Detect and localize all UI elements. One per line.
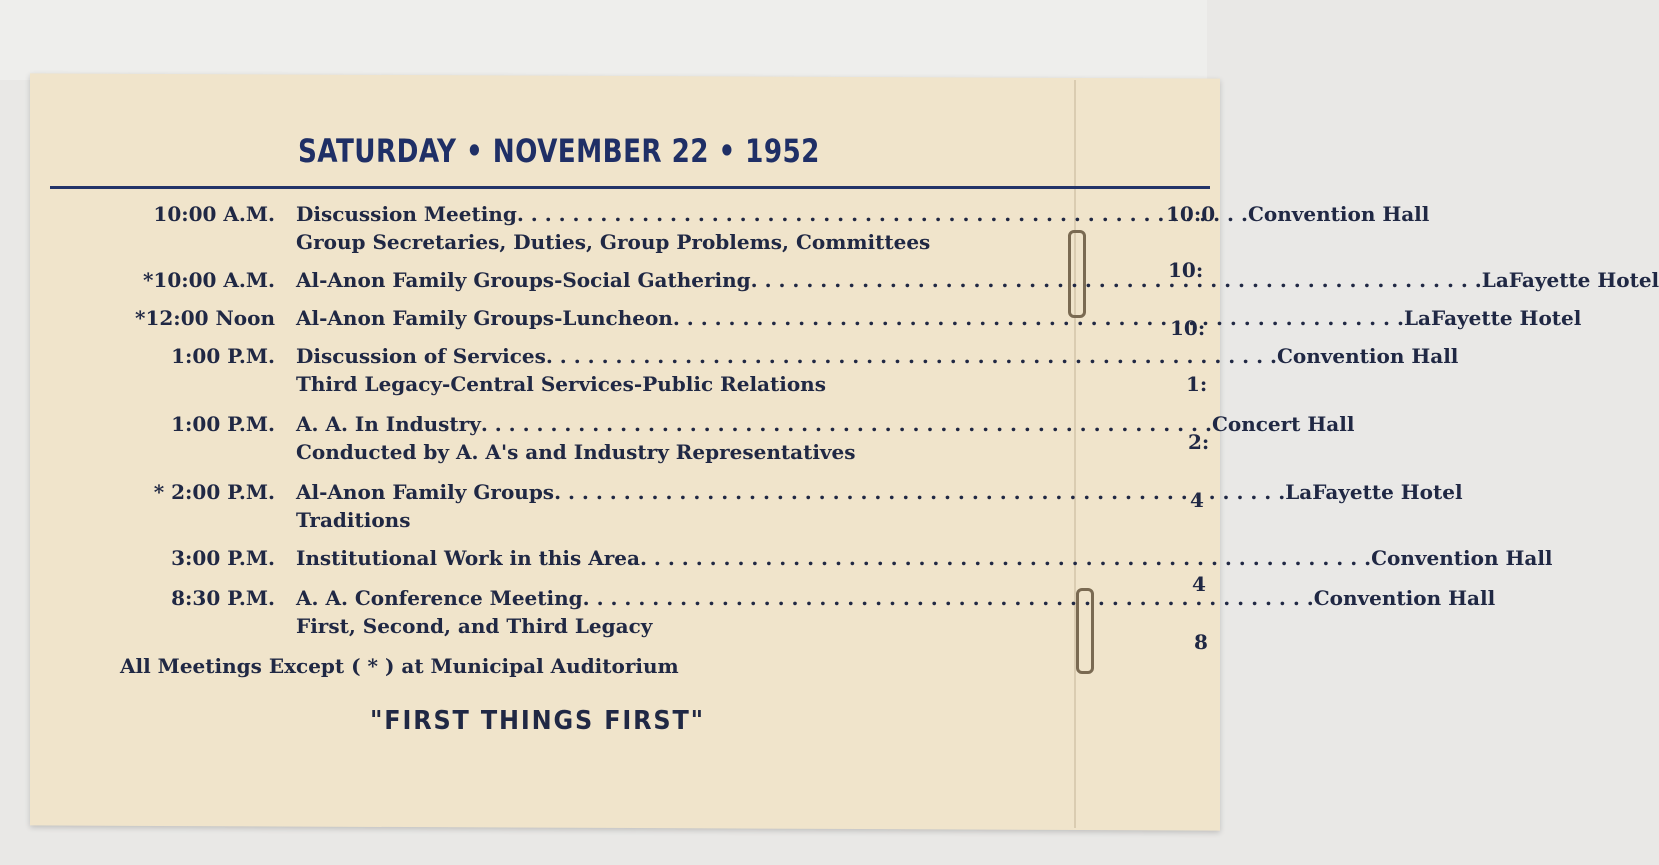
schedule-time: 10:00 A.M. bbox=[153, 202, 275, 226]
schedule-place: LaFayette Hotel bbox=[1285, 480, 1463, 504]
schedule-place: Concert Hall bbox=[1211, 412, 1355, 436]
schedule-place: LaFayette Hotel bbox=[1403, 306, 1582, 330]
dot-leader bbox=[751, 268, 1482, 292]
dot-leader bbox=[554, 480, 1285, 504]
schedule-event: Institutional Work in this Area bbox=[296, 546, 640, 570]
motto: "FIRST THINGS FIRST" bbox=[370, 706, 705, 736]
dot-leader bbox=[546, 344, 1277, 368]
schedule-time: * 2:00 P.M. bbox=[153, 480, 275, 504]
next-page-fragment: 2: bbox=[1188, 430, 1210, 454]
next-page-fragment: 10: bbox=[1170, 316, 1206, 340]
schedule-event: A. A. In Industry bbox=[296, 412, 481, 436]
schedule-event: Al-Anon Family Groups bbox=[296, 480, 555, 504]
schedule-time: 8:30 P.M. bbox=[171, 586, 275, 610]
schedule-event: Al-Anon Family Groups-Social Gathering bbox=[296, 268, 751, 292]
schedule-place: LaFayette Hotel bbox=[1481, 268, 1659, 292]
schedule-time: *12:00 Noon bbox=[135, 306, 275, 330]
schedule-event: Al-Anon Family Groups-Luncheon bbox=[296, 306, 673, 330]
schedule-event-line bbox=[296, 412, 1355, 436]
schedule-place: Convention Hall bbox=[1247, 202, 1430, 226]
schedule-event-line bbox=[296, 586, 1496, 610]
schedule-detail: Third Legacy-Central Services-Public Relations bbox=[296, 372, 826, 396]
dot-leader bbox=[673, 306, 1404, 330]
schedule-detail: First, Second, and Third Legacy bbox=[296, 614, 653, 638]
schedule-detail: Group Secretaries, Duties, Group Problems, Committees bbox=[296, 230, 931, 254]
schedule-time: 1:00 P.M. bbox=[171, 412, 275, 436]
schedule-event-line bbox=[296, 480, 1463, 504]
schedule-event: Discussion of Services bbox=[296, 344, 546, 368]
schedule-event-line bbox=[296, 344, 1459, 368]
schedule-place: Convention Hall bbox=[1276, 344, 1459, 368]
dot-leader bbox=[481, 412, 1212, 436]
schedule-time: *10:00 A.M. bbox=[142, 268, 275, 292]
next-page-fragment: 10: bbox=[1168, 258, 1204, 282]
schedule-time: 1:00 P.M. bbox=[171, 344, 275, 368]
next-page-fragment: 10:0 bbox=[1166, 202, 1216, 226]
schedule-time: 3:00 P.M. bbox=[171, 546, 275, 570]
schedule-place: Convention Hall bbox=[1371, 546, 1553, 570]
page-heading: SATURDAY • NOVEMBER 22 • 1952 bbox=[298, 132, 820, 170]
next-page-fragment: 8 bbox=[1194, 630, 1208, 654]
dot-leader bbox=[640, 546, 1371, 570]
next-page-fragment: 4 bbox=[1190, 488, 1204, 512]
schedule-place: Convention Hall bbox=[1313, 586, 1496, 610]
schedule-event: Discussion Meeting bbox=[296, 202, 517, 226]
schedule-detail: Traditions bbox=[296, 508, 411, 532]
schedule-event-line bbox=[296, 546, 1553, 570]
schedule-detail: Conducted by A. A's and Industry Representatives bbox=[296, 440, 856, 464]
page-fold bbox=[1074, 80, 1076, 828]
next-page-fragment: 4 bbox=[1192, 572, 1206, 596]
next-page-fragment: 1: bbox=[1186, 372, 1208, 396]
dot-leader bbox=[517, 202, 1248, 226]
schedule-event: A. A. Conference Meeting bbox=[296, 586, 583, 610]
background bbox=[0, 0, 1207, 80]
footnote: All Meetings Except ( * ) at Municipal Auditorium bbox=[120, 654, 679, 678]
heading-rule bbox=[50, 186, 1210, 189]
